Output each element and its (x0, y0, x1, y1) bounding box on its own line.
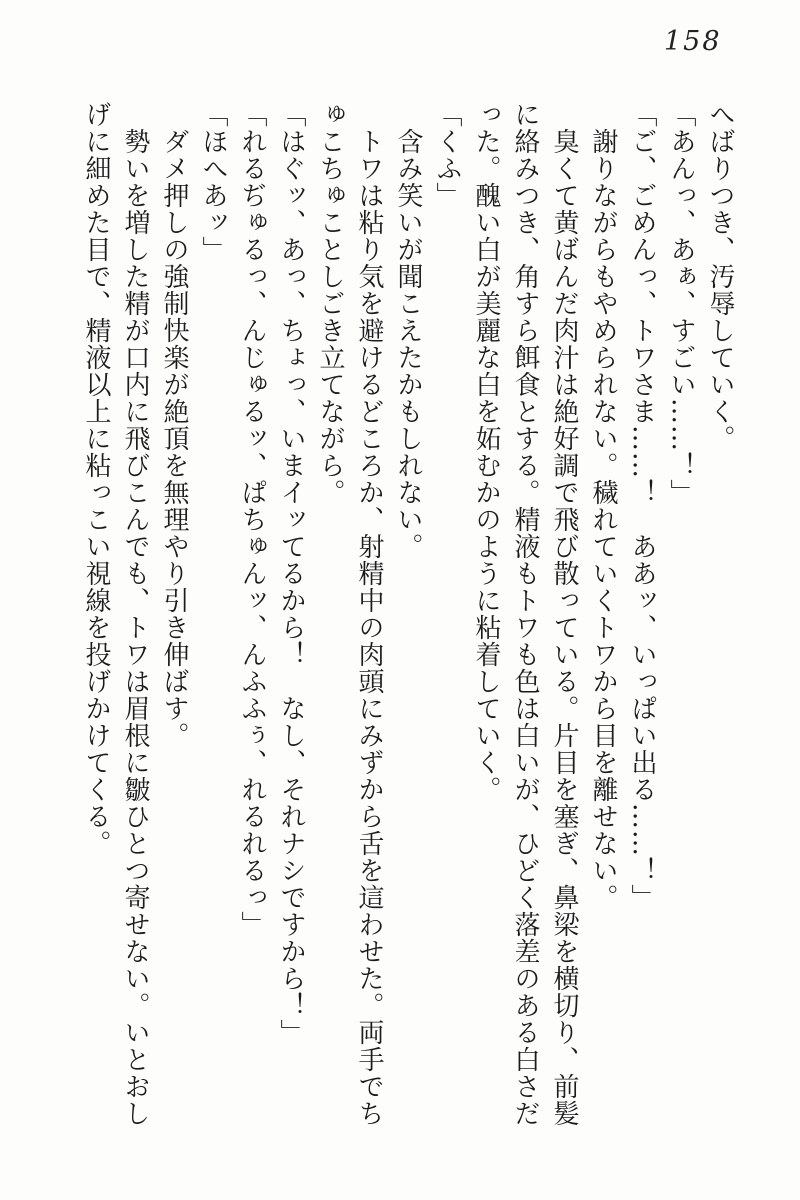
text-line: った。醜い白が美麗な白を妬むかのように粘着していく。 (471, 101, 501, 803)
text-line: 臭くて黄ばんだ肉汁は絶好調で飛び散っている。片目を塞ぎ、鼻梁を横切り、前髪 (549, 128, 579, 1127)
text-line: 「ほへあッ」 (198, 101, 228, 263)
text-line: ゅこちゅことしごき立てながら。 (315, 101, 345, 506)
text-line: ダメ押しの強制快楽が絶頂を無理やり引き伸ばす。 (159, 128, 189, 749)
text-line: 「はぐッ、あっ、ちょっ、いまイッてるから！ なし、それナシですから！」 (276, 101, 306, 1046)
text-line: トワは粘り気を避けるどころか、射精中の肉頭にみずから舌を這わせた。両手でち (354, 128, 384, 1127)
text-line: 「くふ」 (432, 101, 462, 209)
text-line: げに細めた目で、精液以上に粘っこい視線を投げかけてくる。 (81, 101, 111, 857)
text-line: へばりつき、汚辱していく。 (705, 101, 735, 452)
text-line: 謝りながらもやめられない。穢れていくトワから目を離せない。 (588, 128, 618, 911)
text-line: 「ご、ごめんっ、トワさま……！ ああッ、いっぱい出る……！」 (627, 101, 657, 911)
text-block (76, 101, 739, 1141)
text-line: 含み笑いが聞こえたかもしれない。 (393, 128, 423, 560)
text-line: 「れるぢゅるっ、んじゅるッ、ぱちゅんッ、んふふぅ、れるれるっ」 (237, 101, 267, 938)
text-line: 「あんっ、あぁ、すごい……！」 (666, 101, 696, 506)
text-line: 勢いを増した精が口内に飛びこんでも、トワは眉根に皺ひとつ寄せない。いとおし (120, 128, 150, 1127)
text-line: に絡みつき、角すら餌食とする。精液もトワも色は白いが、ひどく落差のある白さだ (510, 101, 540, 1127)
page-number: 158 (664, 26, 722, 57)
